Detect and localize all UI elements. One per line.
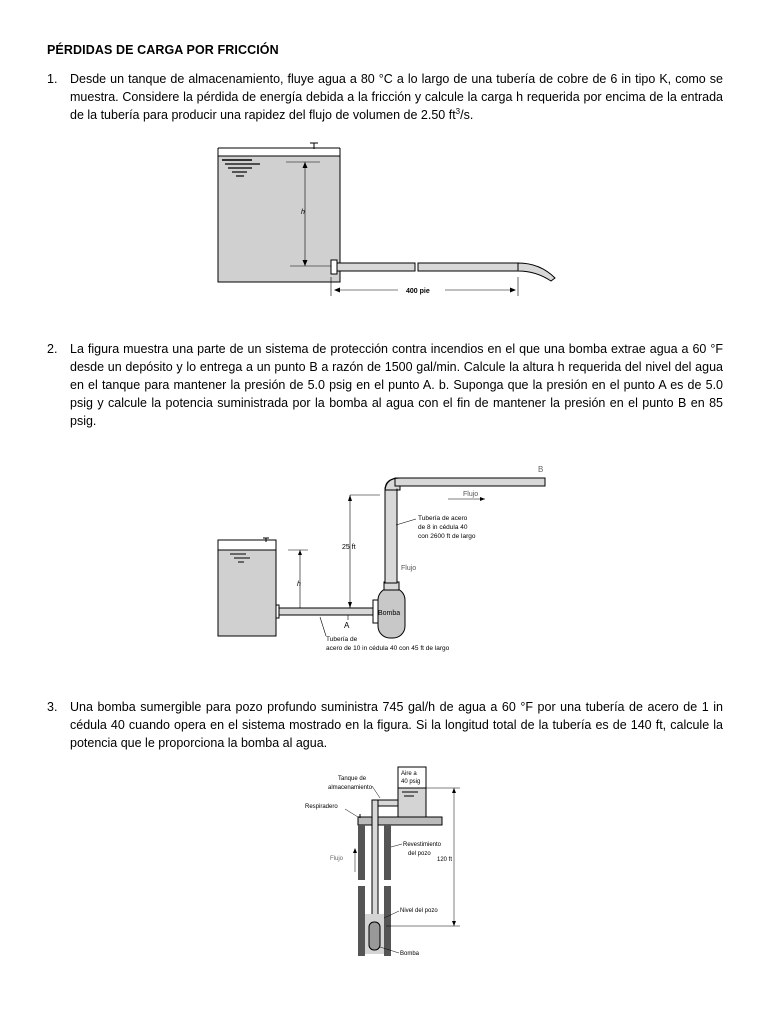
air-label-2: 40 psig [401, 779, 421, 785]
pump-label: Bomba [378, 610, 401, 617]
problem-number: 3. [47, 700, 58, 714]
tank-label-1: Tanque de [338, 776, 367, 782]
casing-label-2: del pozo [408, 851, 431, 857]
problem-1 [47, 70, 723, 124]
air-label-1: Aire a [401, 771, 417, 777]
h-label: h [297, 581, 301, 588]
page-title: PÉRDIDAS DE CARGA POR FRICCIÓN [47, 43, 279, 57]
height-label: 120 ft [437, 857, 453, 863]
pipe-upper-label-3: con 2600 ft de largo [418, 533, 476, 540]
problem-3 [47, 698, 723, 752]
figure-1-tank-pipe [210, 140, 570, 300]
pipe-upper-label-2: de 8 in cédula 40 [418, 524, 468, 531]
figure-3-well-pump [300, 762, 470, 962]
pipe-upper-label-1: Tubería de acero [418, 515, 468, 522]
h-label: h [301, 209, 305, 216]
flow-label-top: Flujo [463, 491, 479, 498]
problem-2 [47, 340, 723, 430]
problem-number: 2. [47, 342, 58, 356]
problem-text: Desde un tanque de almacenamiento, fluye agua a 80 °C a lo largo de una tubería de cobre de 6 in tipo K, como se muestra. Considere la pérdida de energía debida a la fricción y calcule la carga h requerida por encima de la entrada de la tubería para producir una rapidez del flujo de volumen de 2.50 $ft^3/s$. [70, 72, 723, 122]
flow-label-vertical: Flujo [401, 565, 417, 572]
tank-label-2: almacenamiento [328, 785, 373, 791]
length-label: 400 pie [406, 288, 430, 295]
figure-2-fire-system [210, 460, 560, 660]
height-label: 25 ft [342, 544, 356, 551]
problem-text: La figura muestra una parte de un sistema de protección contra incendios en el que una bomba extrae agua a 60 °F desde un depósito y lo entrega a un punto B a razón de 1500 gal/min. Calcule la altura h requerida del nivel del agua en el tanque para mantener la presión de 5.0 psig en el punto A. b. Suponga que la presión en el punto A es de 5.0 psig y calcule la potencia suministrada por la bomba al agua con el fin de mantener la presión en el punto B en 85 psig. [70, 342, 723, 428]
point-a: A [344, 621, 350, 630]
well-level-label: Nivel del pozo [400, 908, 438, 914]
problem-number: 1. [47, 72, 58, 86]
point-b: B [538, 465, 544, 474]
pump-label: Bomba [400, 951, 420, 957]
flow-label: Flujo [330, 856, 344, 862]
casing-label-1: Revestimiento [403, 842, 442, 848]
pipe-lower-label-1: Tubería de [326, 636, 358, 643]
pipe-lower-label-2: acero de 10 in cédula 40 con 45 ft de largo [326, 645, 450, 652]
vent-label: Respiradero [305, 804, 338, 810]
problem-text: Una bomba sumergible para pozo profundo suministra 745 gal/h de agua a 60 °F por una tubería de acero de 1 in cédula 40 cuando opera en el sistema mostrado en la figura. Si la longitud total de la tubería es de 140 ft, calcule la potencia que le proporciona la bomba al agua. [70, 700, 723, 750]
